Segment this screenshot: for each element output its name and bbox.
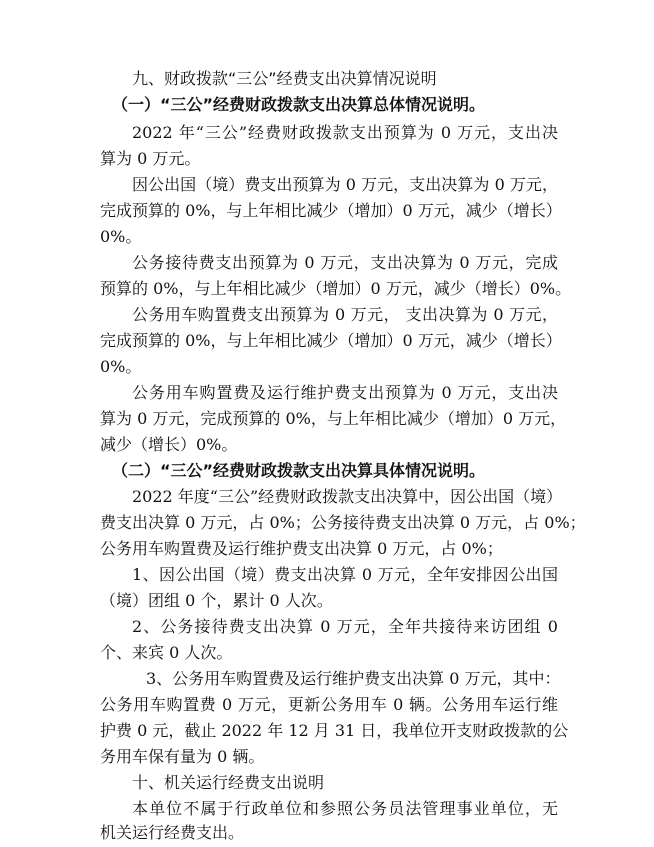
paragraph-line: 0%。 (100, 357, 142, 376)
paragraph-line: 费支出决算 0 万元，占 0%；公务接待费支出决算 0 万元，占 0%； (100, 513, 586, 532)
paragraph-line: 预算的 0%，与上年相比减少（增加）0 万元，减少（增长）0%。 (100, 279, 572, 298)
paragraph-line: 公务接待费支出预算为 0 万元，支出决算为 0 万元，完成 (132, 253, 558, 272)
paragraph-line: （境）团组 0 个，累计 0 人次。 (100, 591, 333, 610)
paragraph-line: 机关运行经费支出。 (100, 823, 245, 842)
paragraph-line: 公务用车购置费支出预算为 0 万元， 支出决算为 0 万元， (132, 305, 558, 324)
paragraph-line: 护费 0 元，截止 2022 年 12 月 31 日，我单位开支财政拨款的公 (100, 721, 569, 740)
paragraph-line: 算为 0 万元，完成预算的 0%，与上年相比减少（增加）0 万元， (100, 409, 567, 428)
paragraph-line: 3、公务用车购置费及运行维护费支出决算 0 万元，其中： (146, 669, 561, 688)
section-heading-10: 十、机关运行经费支出说明 (132, 773, 325, 792)
paragraph-line: 个、来宾 0 人次。 (100, 643, 233, 662)
subsection-heading-2: （二）“三公”经费财政拨款支出决算具体情况说明。 (112, 461, 486, 480)
paragraph-line: 2、公务接待费支出决算 0 万元，全年共接待来访团组 0 (132, 617, 558, 636)
paragraph-line: 1、因公出国（境）费支出决算 0 万元，全年安排因公出国 (132, 565, 558, 584)
paragraph-line: 务用车保有量为 0 辆。 (100, 747, 265, 766)
paragraph-line: 算为 0 万元。 (100, 149, 201, 168)
section-heading-9: 九、财政拨款“三公”经费支出决算情况说明 (132, 69, 437, 88)
paragraph-line: 2022 年“三公”经费财政拨款支出预算为 0 万元，支出决 (132, 123, 558, 142)
paragraph-line: 公务用车购置费及运行维护费支出预算为 0 万元，支出决 (132, 383, 558, 402)
paragraph-line: 减少（增长）0%。 (100, 435, 238, 454)
paragraph-line: 0%。 (100, 227, 142, 246)
paragraph-line: 公务用车购置费 0 万元，更新公务用车 0 辆。公务用车运行维 (100, 695, 558, 714)
paragraph-line: 因公出国（境）费支出预算为 0 万元，支出决算为 0 万元， (132, 175, 558, 194)
subsection-heading-1: （一）“三公”经费财政拨款支出决算总体情况说明。 (112, 95, 486, 114)
paragraph-line: 2022 年度“三公”经费财政拨款支出决算中，因公出国（境） (132, 487, 563, 506)
paragraph-line: 完成预算的 0%，与上年相比减少（增加）0 万元，减少（增长） (100, 331, 562, 350)
paragraph-line: 本单位不属于行政单位和参照公务员法管理事业单位，无 (132, 799, 558, 818)
paragraph-line: 公务用车购置费及运行维护费支出决算 0 万元，占 0%； (100, 539, 503, 558)
paragraph-line: 完成预算的 0%，与上年相比减少（增加）0 万元，减少（增长） (100, 201, 562, 220)
